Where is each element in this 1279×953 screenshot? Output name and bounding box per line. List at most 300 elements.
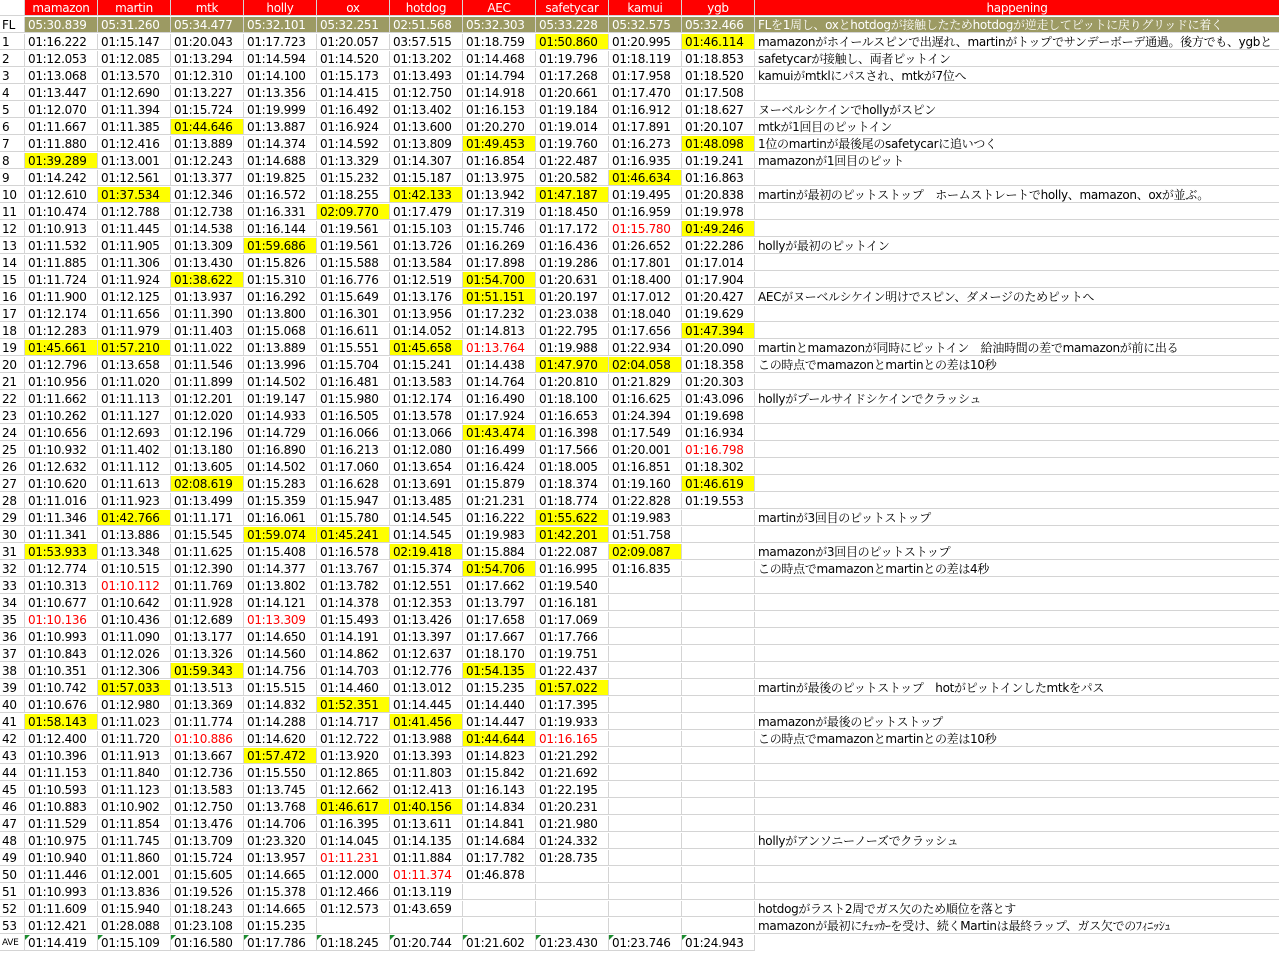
column-header-aec[interactable]: AEC <box>463 0 536 16</box>
lap-time-cell[interactable]: 01:12.390 <box>171 561 244 577</box>
lap-time-cell[interactable]: 01:13.886 <box>98 527 171 543</box>
happening-cell[interactable] <box>755 255 1279 271</box>
lap-time-cell[interactable]: 01:12.519 <box>390 272 463 288</box>
lap-time-cell[interactable]: 01:11.913 <box>98 748 171 764</box>
lap-time-cell[interactable]: 01:14.438 <box>463 357 536 373</box>
lap-time-cell[interactable]: 01:14.665 <box>244 867 317 883</box>
happening-cell[interactable] <box>755 867 1279 883</box>
lap-time-cell[interactable]: 01:14.545 <box>390 510 463 526</box>
lap-time-cell[interactable]: 01:14.242 <box>25 170 98 186</box>
lap-time-cell[interactable]: 01:14.717 <box>317 714 390 730</box>
lap-time-cell[interactable] <box>609 748 682 764</box>
lap-time-cell[interactable]: 01:11.613 <box>98 476 171 492</box>
lap-time-cell[interactable]: 01:15.374 <box>390 561 463 577</box>
lap-time-cell[interactable]: 01:13.836 <box>98 884 171 900</box>
column-header-hotdog[interactable]: hotdog <box>390 0 463 16</box>
fl-time-cell[interactable]: 05:33.228 <box>536 17 609 33</box>
lap-time-cell[interactable]: 01:19.933 <box>536 714 609 730</box>
lap-time-cell[interactable] <box>609 867 682 883</box>
lap-time-cell[interactable]: 01:15.545 <box>171 527 244 543</box>
lap-time-cell[interactable]: 01:20.001 <box>609 442 682 458</box>
lap-time-cell[interactable]: 01:17.395 <box>536 697 609 713</box>
lap-time-cell[interactable]: 01:13.996 <box>244 357 317 373</box>
lap-time-cell[interactable]: 01:17.479 <box>390 204 463 220</box>
lap-time-cell[interactable]: 01:14.560 <box>244 646 317 662</box>
lap-time-cell[interactable]: 01:11.113 <box>98 391 171 407</box>
lap-time-cell[interactable]: 01:46.114 <box>682 34 755 50</box>
lap-time-cell[interactable]: 01:59.686 <box>244 238 317 254</box>
lap-time-cell[interactable]: 02:04.058 <box>609 357 682 373</box>
lap-time-cell[interactable] <box>536 918 609 934</box>
lap-time-cell[interactable]: 01:14.706 <box>244 816 317 832</box>
lap-time-cell[interactable]: 01:10.351 <box>25 663 98 679</box>
happening-cell[interactable]: martinが最初のピットストップ ホームストレートでholly、mamazon、oxが並ぶ。 <box>755 187 1279 203</box>
lap-time-cell[interactable]: 01:13.426 <box>390 612 463 628</box>
lap-number-cell[interactable]: 4 <box>0 85 25 101</box>
lap-time-cell[interactable]: 01:15.378 <box>244 884 317 900</box>
lap-time-cell[interactable] <box>609 697 682 713</box>
happening-cell[interactable] <box>755 629 1279 645</box>
average-time-cell[interactable]: 01:23.746 <box>609 935 682 951</box>
lap-time-cell[interactable]: 01:12.196 <box>171 425 244 441</box>
lap-time-cell[interactable]: 01:13.654 <box>390 459 463 475</box>
lap-time-cell[interactable] <box>463 884 536 900</box>
lap-number-cell[interactable]: 13 <box>0 238 25 254</box>
happening-cell[interactable] <box>755 884 1279 900</box>
lap-time-cell[interactable]: 03:57.515 <box>390 34 463 50</box>
lap-time-cell[interactable]: 01:13.600 <box>390 119 463 135</box>
lap-number-cell[interactable]: 49 <box>0 850 25 866</box>
lap-time-cell[interactable] <box>682 510 755 526</box>
lap-time-cell[interactable]: 01:18.374 <box>536 476 609 492</box>
lap-time-cell[interactable]: 01:18.302 <box>682 459 755 475</box>
lap-time-cell[interactable]: 01:10.396 <box>25 748 98 764</box>
lap-time-cell[interactable]: 01:10.975 <box>25 833 98 849</box>
lap-time-cell[interactable]: 01:12.070 <box>25 102 98 118</box>
lap-time-cell[interactable]: 01:17.014 <box>682 255 755 271</box>
lap-number-cell[interactable]: 7 <box>0 136 25 152</box>
lap-time-cell[interactable]: 01:59.074 <box>244 527 317 543</box>
lap-time-cell[interactable] <box>609 578 682 594</box>
column-header-happening[interactable]: happening <box>755 0 1279 16</box>
lap-time-cell[interactable]: 01:12.610 <box>25 187 98 203</box>
lap-number-cell[interactable]: 32 <box>0 561 25 577</box>
lap-time-cell[interactable]: 01:58.143 <box>25 714 98 730</box>
lap-time-cell[interactable]: 01:17.268 <box>536 68 609 84</box>
happening-cell[interactable]: ヌーベルシケインでhollyがスピン <box>755 102 1279 118</box>
lap-time-cell[interactable]: 01:15.235 <box>463 680 536 696</box>
lap-time-cell[interactable]: 01:11.529 <box>25 816 98 832</box>
lap-time-cell[interactable]: 01:11.803 <box>390 765 463 781</box>
lap-time-cell[interactable]: 01:46.617 <box>317 799 390 815</box>
lap-time-cell[interactable]: 01:11.924 <box>98 272 171 288</box>
happening-cell[interactable] <box>755 646 1279 662</box>
average-time-cell[interactable]: 01:24.943 <box>682 935 755 951</box>
happening-cell[interactable]: この時点でmamazonとmartinとの差は10秒 <box>755 731 1279 747</box>
lap-time-cell[interactable]: 01:14.918 <box>463 85 536 101</box>
lap-number-cell[interactable]: 6 <box>0 119 25 135</box>
happening-cell[interactable]: safetycarが接触し、両者ピットイン <box>755 51 1279 67</box>
lap-time-cell[interactable] <box>682 833 755 849</box>
lap-time-cell[interactable]: 01:11.745 <box>98 833 171 849</box>
lap-time-cell[interactable]: 01:20.995 <box>609 34 682 50</box>
lap-time-cell[interactable]: 01:16.935 <box>609 153 682 169</box>
lap-time-cell[interactable]: 01:14.688 <box>244 153 317 169</box>
lap-time-cell[interactable]: 01:13.956 <box>390 306 463 322</box>
lap-number-cell[interactable]: 8 <box>0 153 25 169</box>
lap-time-cell[interactable]: 01:12.001 <box>98 867 171 883</box>
lap-time-cell[interactable]: 01:12.421 <box>25 918 98 934</box>
lap-time-cell[interactable]: 01:11.769 <box>171 578 244 594</box>
lap-time-cell[interactable]: 01:16.222 <box>463 510 536 526</box>
lap-time-cell[interactable]: 01:16.578 <box>317 544 390 560</box>
lap-time-cell[interactable]: 01:10.677 <box>25 595 98 611</box>
lap-time-cell[interactable]: 01:14.832 <box>244 697 317 713</box>
lap-time-cell[interactable]: 01:26.652 <box>609 238 682 254</box>
lap-time-cell[interactable]: 01:19.241 <box>682 153 755 169</box>
lap-time-cell[interactable]: 01:20.810 <box>536 374 609 390</box>
happening-cell[interactable] <box>755 527 1279 543</box>
lap-time-cell[interactable]: 01:44.646 <box>171 119 244 135</box>
column-header-mamazon[interactable]: mamazon <box>25 0 98 16</box>
lap-time-cell[interactable]: 01:16.912 <box>609 102 682 118</box>
lap-time-cell[interactable]: 01:13.356 <box>244 85 317 101</box>
lap-time-cell[interactable]: 01:20.838 <box>682 187 755 203</box>
fl-time-cell[interactable]: 05:32.251 <box>317 17 390 33</box>
lap-number-cell[interactable]: 15 <box>0 272 25 288</box>
happening-cell[interactable]: martinが最後のピットストップ hotがピットインしたmtkをパス <box>755 680 1279 696</box>
lap-number-cell[interactable]: 27 <box>0 476 25 492</box>
lap-time-cell[interactable]: 01:42.766 <box>98 510 171 526</box>
lap-number-cell[interactable]: 9 <box>0 170 25 186</box>
lap-time-cell[interactable]: 01:12.201 <box>171 391 244 407</box>
lap-time-cell[interactable]: 01:22.795 <box>536 323 609 339</box>
lap-time-cell[interactable]: 01:10.656 <box>25 425 98 441</box>
lap-time-cell[interactable]: 01:20.427 <box>682 289 755 305</box>
lap-time-cell[interactable]: 01:20.270 <box>463 119 536 135</box>
lap-time-cell[interactable]: 01:14.933 <box>244 408 317 424</box>
happening-cell[interactable] <box>755 595 1279 611</box>
lap-time-cell[interactable]: 01:15.493 <box>317 612 390 628</box>
lap-time-cell[interactable]: 01:18.853 <box>682 51 755 67</box>
lap-time-cell[interactable]: 01:10.136 <box>25 612 98 628</box>
row-label-fl[interactable]: FL <box>0 17 25 33</box>
lap-time-cell[interactable]: 01:21.829 <box>609 374 682 390</box>
lap-time-cell[interactable]: 01:12.637 <box>390 646 463 662</box>
lap-time-cell[interactable]: 01:22.828 <box>609 493 682 509</box>
happening-cell[interactable]: 1位のmartinが最後尾のsafetycarに追いつく <box>755 136 1279 152</box>
lap-time-cell[interactable]: 01:14.764 <box>463 374 536 390</box>
lap-time-cell[interactable]: 01:13.611 <box>390 816 463 832</box>
lap-time-cell[interactable]: 01:12.738 <box>171 204 244 220</box>
lap-number-cell[interactable]: 37 <box>0 646 25 662</box>
lap-time-cell[interactable]: 01:11.023 <box>98 714 171 730</box>
happening-cell[interactable] <box>755 323 1279 339</box>
lap-time-cell[interactable]: 01:20.057 <box>317 34 390 50</box>
lap-time-cell[interactable]: 01:17.319 <box>463 204 536 220</box>
lap-time-cell[interactable]: 01:19.698 <box>682 408 755 424</box>
lap-time-cell[interactable]: 01:16.153 <box>463 102 536 118</box>
lap-time-cell[interactable]: 01:14.100 <box>244 68 317 84</box>
lap-time-cell[interactable] <box>682 544 755 560</box>
lap-time-cell[interactable]: 01:14.813 <box>463 323 536 339</box>
column-header-ox[interactable]: ox <box>317 0 390 16</box>
lap-time-cell[interactable]: 01:20.090 <box>682 340 755 356</box>
lap-time-cell[interactable]: 01:20.303 <box>682 374 755 390</box>
lap-time-cell[interactable]: 01:19.553 <box>682 493 755 509</box>
lap-time-cell[interactable]: 01:13.326 <box>171 646 244 662</box>
happening-cell[interactable]: mtkが1回目のピットイン <box>755 119 1279 135</box>
lap-time-cell[interactable]: 01:16.835 <box>609 561 682 577</box>
lap-time-cell[interactable]: 01:50.860 <box>536 34 609 50</box>
lap-time-cell[interactable]: 02:19.418 <box>390 544 463 560</box>
lap-time-cell[interactable]: 01:13.802 <box>244 578 317 594</box>
happening-cell[interactable] <box>755 816 1279 832</box>
lap-time-cell[interactable]: 01:18.358 <box>682 357 755 373</box>
lap-time-cell[interactable]: 01:12.416 <box>98 136 171 152</box>
lap-time-cell[interactable]: 01:10.474 <box>25 204 98 220</box>
lap-time-cell[interactable]: 01:10.913 <box>25 221 98 237</box>
lap-time-cell[interactable] <box>609 663 682 679</box>
lap-time-cell[interactable]: 01:15.724 <box>171 102 244 118</box>
lap-time-cell[interactable]: 01:12.774 <box>25 561 98 577</box>
lap-time-cell[interactable]: 01:14.823 <box>463 748 536 764</box>
lap-time-cell[interactable]: 01:12.750 <box>171 799 244 815</box>
lap-time-cell[interactable]: 01:11.341 <box>25 527 98 543</box>
lap-time-cell[interactable]: 01:13.937 <box>171 289 244 305</box>
lap-time-cell[interactable]: 01:39.289 <box>25 153 98 169</box>
column-header-mtk[interactable]: mtk <box>171 0 244 16</box>
lap-time-cell[interactable]: 01:13.402 <box>390 102 463 118</box>
happening-cell[interactable] <box>755 748 1279 764</box>
lap-time-cell[interactable]: 01:21.292 <box>536 748 609 764</box>
lap-time-cell[interactable]: 01:15.241 <box>390 357 463 373</box>
lap-time-cell[interactable] <box>609 833 682 849</box>
lap-number-cell[interactable]: 36 <box>0 629 25 645</box>
lap-time-cell[interactable]: 01:12.776 <box>390 663 463 679</box>
lap-time-cell[interactable] <box>609 714 682 730</box>
lap-time-cell[interactable]: 01:22.487 <box>536 153 609 169</box>
lap-time-cell[interactable]: 01:18.243 <box>171 901 244 917</box>
lap-number-cell[interactable]: 48 <box>0 833 25 849</box>
lap-number-cell[interactable]: 19 <box>0 340 25 356</box>
lap-time-cell[interactable]: 01:18.005 <box>536 459 609 475</box>
lap-time-cell[interactable]: 01:17.172 <box>536 221 609 237</box>
lap-time-cell[interactable]: 01:19.160 <box>609 476 682 492</box>
lap-time-cell[interactable]: 01:13.499 <box>171 493 244 509</box>
lap-time-cell[interactable]: 01:14.594 <box>244 51 317 67</box>
lap-time-cell[interactable]: 01:13.726 <box>390 238 463 254</box>
lap-time-cell[interactable]: 01:13.658 <box>98 357 171 373</box>
lap-time-cell[interactable]: 01:13.667 <box>171 748 244 764</box>
lap-time-cell[interactable]: 01:13.447 <box>25 85 98 101</box>
lap-time-cell[interactable] <box>390 918 463 934</box>
lap-time-cell[interactable]: 01:11.127 <box>98 408 171 424</box>
lap-number-cell[interactable]: 1 <box>0 34 25 50</box>
lap-time-cell[interactable]: 01:49.246 <box>682 221 755 237</box>
lap-time-cell[interactable]: 01:16.572 <box>244 187 317 203</box>
lap-time-cell[interactable]: 01:12.788 <box>98 204 171 220</box>
lap-time-cell[interactable]: 01:17.232 <box>463 306 536 322</box>
lap-number-cell[interactable]: 20 <box>0 357 25 373</box>
lap-time-cell[interactable] <box>682 782 755 798</box>
happening-cell[interactable]: mamazonが最後のピットストップ <box>755 714 1279 730</box>
lap-time-cell[interactable]: 02:09.087 <box>609 544 682 560</box>
lap-time-cell[interactable]: 01:11.880 <box>25 136 98 152</box>
lap-time-cell[interactable]: 01:10.620 <box>25 476 98 492</box>
lap-time-cell[interactable]: 01:57.022 <box>536 680 609 696</box>
lap-time-cell[interactable]: 01:11.900 <box>25 289 98 305</box>
lap-time-cell[interactable]: 01:19.760 <box>536 136 609 152</box>
lap-time-cell[interactable]: 01:15.187 <box>390 170 463 186</box>
lap-time-cell[interactable]: 01:19.796 <box>536 51 609 67</box>
lap-time-cell[interactable] <box>609 765 682 781</box>
fl-happening-cell[interactable]: FLを1周し、oxとhotdogが接触したためhotdogが逆走してピットに戻りグリッドに着く <box>755 17 1279 33</box>
lap-time-cell[interactable]: 01:19.561 <box>317 238 390 254</box>
lap-time-cell[interactable]: 01:42.133 <box>390 187 463 203</box>
happening-cell[interactable] <box>755 170 1279 186</box>
happening-cell[interactable] <box>755 374 1279 390</box>
lap-time-cell[interactable]: 01:16.611 <box>317 323 390 339</box>
lap-time-cell[interactable]: 01:13.988 <box>390 731 463 747</box>
happening-cell[interactable] <box>755 799 1279 815</box>
lap-time-cell[interactable]: 01:13.309 <box>244 612 317 628</box>
lap-time-cell[interactable]: 01:44.644 <box>463 731 536 747</box>
lap-time-cell[interactable]: 01:14.729 <box>244 425 317 441</box>
lap-time-cell[interactable]: 01:14.415 <box>317 85 390 101</box>
lap-time-cell[interactable]: 01:46.878 <box>463 867 536 883</box>
average-time-cell[interactable]: 01:16.580 <box>171 935 244 951</box>
lap-time-cell[interactable]: 01:13.476 <box>171 816 244 832</box>
lap-time-cell[interactable]: 01:14.460 <box>317 680 390 696</box>
lap-time-cell[interactable]: 01:13.797 <box>463 595 536 611</box>
happening-cell[interactable]: この時点でmamazonとmartinとの差は10秒 <box>755 357 1279 373</box>
happening-cell[interactable] <box>755 85 1279 101</box>
lap-time-cell[interactable]: 01:14.620 <box>244 731 317 747</box>
lap-time-cell[interactable]: 01:16.863 <box>682 170 755 186</box>
lap-time-cell[interactable]: 01:19.988 <box>536 340 609 356</box>
lap-time-cell[interactable]: 01:20.043 <box>171 34 244 50</box>
lap-time-cell[interactable]: 01:11.402 <box>98 442 171 458</box>
lap-time-cell[interactable]: 01:16.851 <box>609 459 682 475</box>
lap-time-cell[interactable]: 01:12.243 <box>171 153 244 169</box>
lap-time-cell[interactable]: 01:13.764 <box>463 340 536 356</box>
lap-time-cell[interactable]: 01:22.195 <box>536 782 609 798</box>
lap-time-cell[interactable] <box>682 731 755 747</box>
lap-time-cell[interactable]: 01:53.933 <box>25 544 98 560</box>
lap-time-cell[interactable]: 01:18.040 <box>609 306 682 322</box>
average-time-cell[interactable]: 01:18.245 <box>317 935 390 951</box>
lap-time-cell[interactable]: 01:17.782 <box>463 850 536 866</box>
average-time-cell[interactable]: 01:14.419 <box>25 935 98 951</box>
lap-time-cell[interactable]: 01:15.704 <box>317 357 390 373</box>
lap-time-cell[interactable]: 01:11.171 <box>171 510 244 526</box>
lap-number-cell[interactable]: 23 <box>0 408 25 424</box>
lap-time-cell[interactable]: 01:15.780 <box>317 510 390 526</box>
lap-time-cell[interactable]: 01:15.879 <box>463 476 536 492</box>
lap-time-cell[interactable]: 01:16.292 <box>244 289 317 305</box>
lap-number-cell[interactable]: 53 <box>0 918 25 934</box>
happening-cell[interactable] <box>755 578 1279 594</box>
lap-time-cell[interactable]: 01:14.592 <box>317 136 390 152</box>
column-header-holly[interactable]: holly <box>244 0 317 16</box>
lap-time-cell[interactable]: 01:45.661 <box>25 340 98 356</box>
lap-number-cell[interactable]: 30 <box>0 527 25 543</box>
column-header-ygb[interactable]: ygb <box>682 0 755 16</box>
lap-time-cell[interactable]: 01:20.661 <box>536 85 609 101</box>
lap-time-cell[interactable]: 01:18.119 <box>609 51 682 67</box>
lap-number-cell[interactable]: 47 <box>0 816 25 832</box>
lap-time-cell[interactable]: 01:10.843 <box>25 646 98 662</box>
lap-time-cell[interactable]: 01:21.231 <box>463 493 536 509</box>
lap-time-cell[interactable]: 01:47.970 <box>536 357 609 373</box>
lap-time-cell[interactable]: 01:10.515 <box>98 561 171 577</box>
lap-time-cell[interactable]: 01:16.490 <box>463 391 536 407</box>
lap-time-cell[interactable]: 01:15.232 <box>317 170 390 186</box>
lap-time-cell[interactable]: 01:18.170 <box>463 646 536 662</box>
lap-time-cell[interactable]: 01:11.403 <box>171 323 244 339</box>
lap-time-cell[interactable]: 01:19.495 <box>609 187 682 203</box>
lap-time-cell[interactable]: 01:15.551 <box>317 340 390 356</box>
lap-time-cell[interactable] <box>609 850 682 866</box>
lap-time-cell[interactable]: 01:57.472 <box>244 748 317 764</box>
lap-number-cell[interactable]: 50 <box>0 867 25 883</box>
lap-time-cell[interactable]: 01:17.549 <box>609 425 682 441</box>
lap-time-cell[interactable]: 01:43.659 <box>390 901 463 917</box>
lap-time-cell[interactable]: 01:55.622 <box>536 510 609 526</box>
lap-time-cell[interactable] <box>682 799 755 815</box>
lap-time-cell[interactable]: 01:20.107 <box>682 119 755 135</box>
lap-time-cell[interactable]: 01:16.776 <box>317 272 390 288</box>
lap-time-cell[interactable]: 01:11.445 <box>98 221 171 237</box>
happening-cell[interactable] <box>755 663 1279 679</box>
lap-time-cell[interactable]: 01:11.899 <box>171 374 244 390</box>
lap-time-cell[interactable]: 01:17.667 <box>463 629 536 645</box>
lap-number-cell[interactable]: 22 <box>0 391 25 407</box>
lap-time-cell[interactable]: 01:14.665 <box>244 901 317 917</box>
lap-time-cell[interactable]: 01:42.201 <box>536 527 609 543</box>
average-time-cell[interactable]: 01:15.109 <box>98 935 171 951</box>
lap-time-cell[interactable]: 01:12.174 <box>25 306 98 322</box>
lap-time-cell[interactable]: 01:19.983 <box>463 527 536 543</box>
lap-time-cell[interactable]: 01:12.796 <box>25 357 98 373</box>
lap-time-cell[interactable]: 01:19.825 <box>244 170 317 186</box>
lap-time-cell[interactable] <box>682 901 755 917</box>
lap-number-cell[interactable]: 2 <box>0 51 25 67</box>
lap-time-cell[interactable]: 01:18.255 <box>317 187 390 203</box>
lap-time-cell[interactable]: 01:15.884 <box>463 544 536 560</box>
lap-time-cell[interactable]: 01:15.724 <box>171 850 244 866</box>
lap-time-cell[interactable]: 01:11.394 <box>98 102 171 118</box>
lap-time-cell[interactable]: 01:20.582 <box>536 170 609 186</box>
lap-time-cell[interactable]: 01:23.038 <box>536 306 609 322</box>
lap-time-cell[interactable]: 01:14.447 <box>463 714 536 730</box>
lap-time-cell[interactable]: 01:57.210 <box>98 340 171 356</box>
lap-time-cell[interactable]: 01:16.395 <box>317 816 390 832</box>
lap-time-cell[interactable]: 01:13.513 <box>171 680 244 696</box>
lap-time-cell[interactable]: 01:16.505 <box>317 408 390 424</box>
lap-time-cell[interactable]: 01:13.377 <box>171 170 244 186</box>
lap-time-cell[interactable]: 01:11.090 <box>98 629 171 645</box>
lap-time-cell[interactable]: 01:11.016 <box>25 493 98 509</box>
lap-time-cell[interactable] <box>609 595 682 611</box>
lap-time-cell[interactable]: 01:16.798 <box>682 442 755 458</box>
happening-cell[interactable]: mamazonが3回目のピットストップ <box>755 544 1279 560</box>
lap-number-cell[interactable]: 3 <box>0 68 25 84</box>
lap-time-cell[interactable]: 01:17.470 <box>609 85 682 101</box>
lap-time-cell[interactable]: 01:57.033 <box>98 680 171 696</box>
lap-time-cell[interactable]: 01:15.173 <box>317 68 390 84</box>
